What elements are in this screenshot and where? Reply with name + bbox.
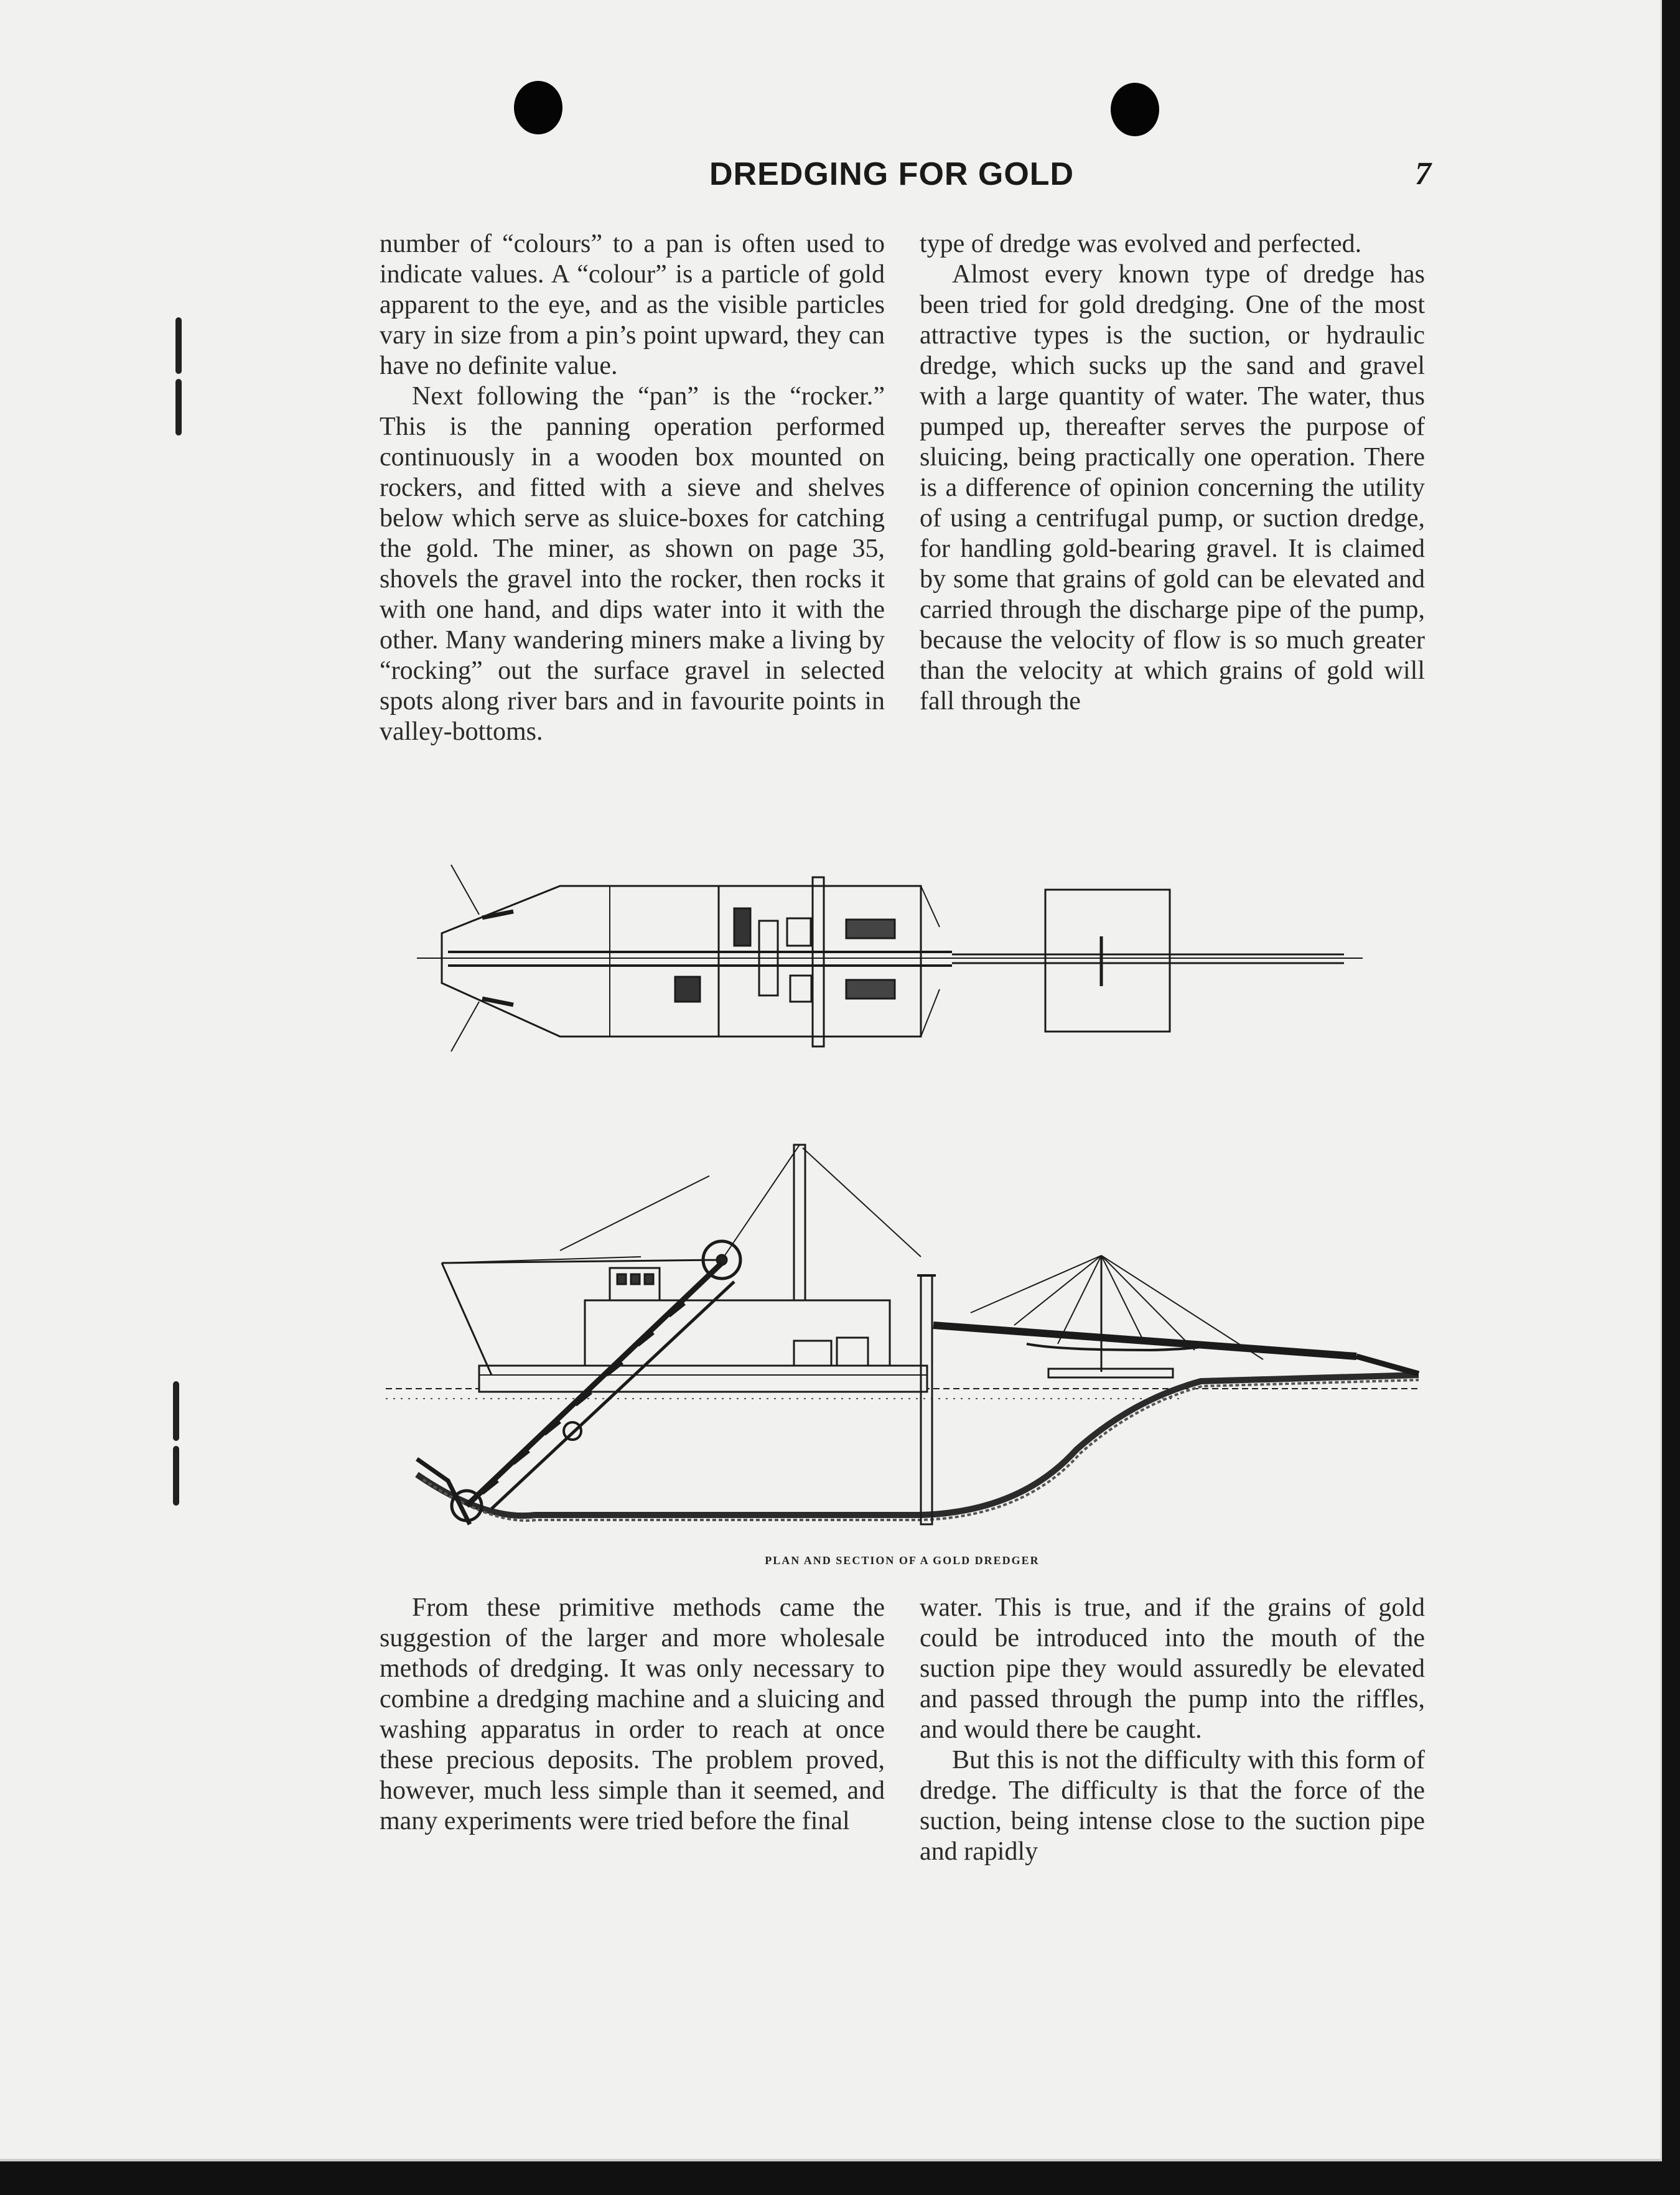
dredger-illustration [373, 852, 1431, 1549]
column-bottom-left [380, 1593, 885, 1837]
figure-caption: PLAN AND SECTION OF A GOLD DREDGER [765, 1554, 1040, 1567]
paragraph: Next following the “pan” is the “rocker.” This is the panning operation performed continuously in a wooden box mounted on rockers, and fitted with a sieve and shelves below which serve as sluice-boxes for catching the gold. The miner, as shown on page 35, shovels the gravel into the rocker, then rocks it with one hand, and dips water into it with the other. Many wandering miners make a living by “rocking” out the surface gravel in selected spots along river bars and in favourite points in valley-bottoms. [380, 382, 885, 746]
running-title: DREDGING FOR GOLD [709, 156, 1075, 192]
punch-hole-right [1111, 83, 1159, 136]
page-number: 7 [1415, 156, 1431, 192]
paragraph: From these primitive methods came the suggestion of the larger and more wholesale methods of dredging. It was only necessary to combine a dredging machine and a sluicing and washing apparatus in order to reach at once these precious deposits. The problem proved, however, much less simple than it seemed, and many experiments were tried before the final [380, 1593, 885, 1835]
paragraph: type of dredge was evolved and perfected. [920, 230, 1362, 258]
punch-hole-left [514, 81, 562, 134]
paragraph: Almost every known type of dredge has been tried for gold dredging. One of the most attractive types is the suction, or hydraulic dredge, which sucks up the sand and gravel with a large quantity of water. The water, thus pumped up, thereafter serves the purpose of sluicing, being practically one operation. There is a difference of opinion concerning the utility of using a centrifugal pump, or suction dredge, for handling gold-bearing gravel. It is claimed by some that grains of gold can be elevated and carried through the discharge pipe of the pump, because the velocity of flow is so much greater than the velocity at which grains of gold will fall through the [920, 260, 1425, 715]
staple-top [174, 317, 183, 436]
page-header [373, 156, 1431, 205]
paragraph: But this is not the difficulty with this form of dredge. The difficulty is that the force of the suction, being intense close to the suction pipe and rapidly [920, 1746, 1425, 1866]
paragraph: number of “colours” to a pan is often used to indicate values. A “colour” is a particle of gold apparent to the eye, and as the visible particles vary in size from a pin’s point upward, they can have no definite value. [380, 230, 885, 380]
section-view [386, 1145, 1419, 1524]
column-top-left [380, 229, 885, 747]
column-top-right [920, 229, 1425, 717]
plan-view [417, 865, 1363, 1051]
column-bottom-right [920, 1593, 1425, 1867]
staple-bottom [172, 1381, 180, 1506]
paragraph: water. This is true, and if the grains of gold could be introduced into the mouth of the suction pipe they would assuredly be elevated and passed through the pump into the riffles, and would there be caught. [920, 1593, 1425, 1744]
dredger-figure [373, 852, 1431, 1567]
